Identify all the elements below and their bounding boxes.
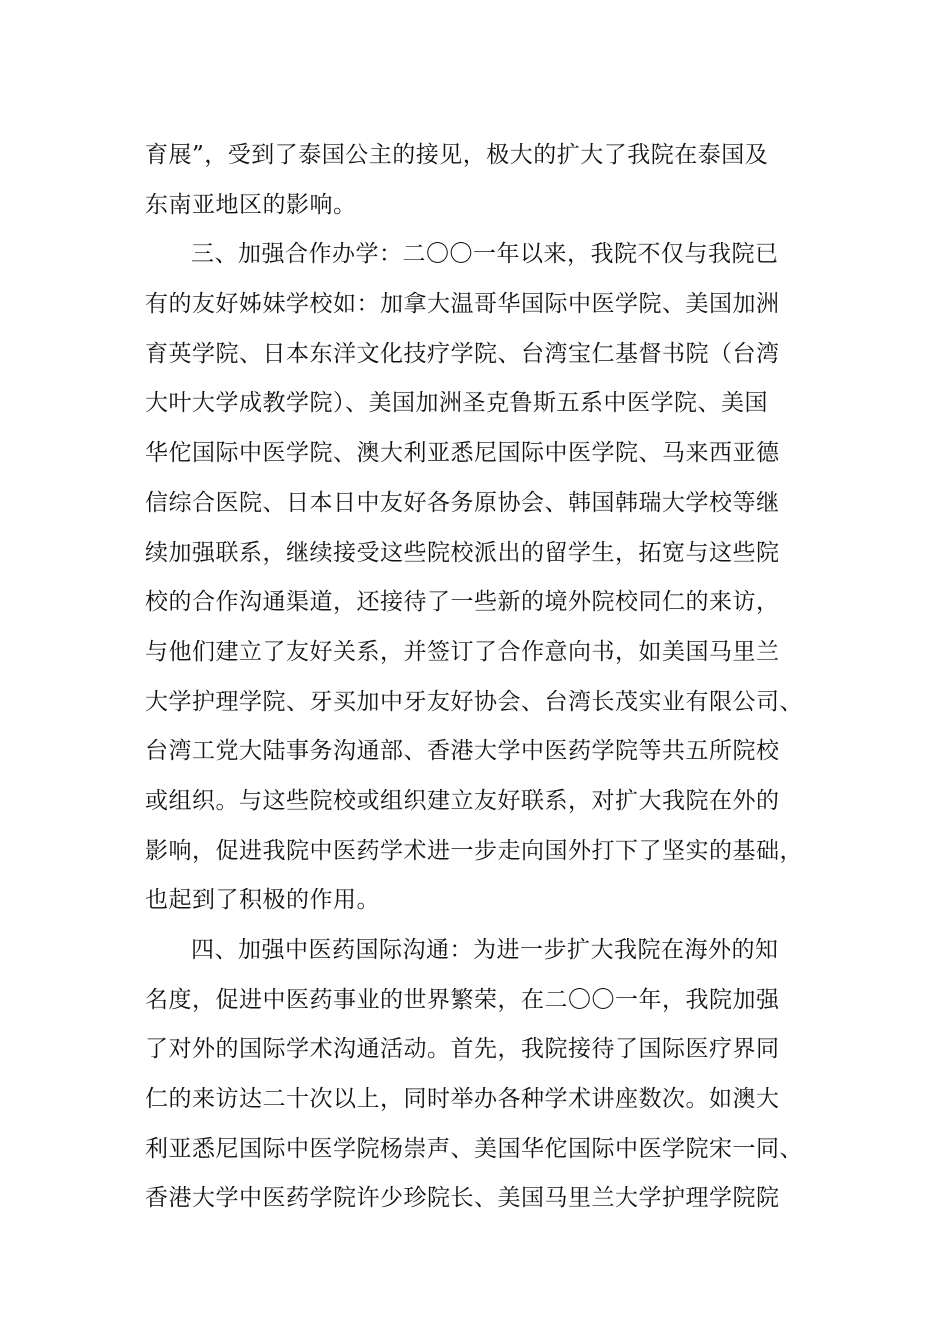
text-line-13: 台湾工党大陆事务沟通部、香港大学中医药学院等共五所院校 <box>145 738 780 765</box>
text-line-11: 与他们建立了友好关系，并签订了合作意向书，如美国马里兰 <box>145 638 780 665</box>
text-line-6: 大叶大学成教学院）、美国加洲圣克鲁斯五系中医学院、美国 <box>145 390 768 417</box>
text-line-17: 四、加强中医药国际沟通：为进一步扩大我院在海外的知 <box>191 937 779 963</box>
text-line-7: 华佗国际中医学院、澳大利亚悉尼国际中医学院、马来西亚德 <box>145 440 780 467</box>
text-line-10: 校的合作沟通渠道，还接待了一些新的境外院校同仁的来访， <box>145 589 780 616</box>
text-line-3: 三、加强合作办学：二〇〇一年以来，我院不仅与我院已 <box>191 241 779 268</box>
text-line-21: 利亚悉尼国际中医学院杨崇声、美国华佗国际中医学院宋一同、 <box>145 1135 803 1162</box>
text-line-18: 名度，促进中医药事业的世界繁荣，在二〇〇一年，我院加强 <box>145 986 780 1013</box>
text-line-2: 东南亚地区的影响。 <box>145 191 357 218</box>
body-text <box>145 131 825 1224</box>
text-line-8: 信综合医院、日本日中友好各务原协会、韩国韩瑞大学校等继 <box>145 489 780 516</box>
text-line-14: 或组织。与这些院校或组织建立友好联系，对扩大我院在外的 <box>145 787 780 814</box>
text-line-15: 影响，促进我院中医药学术进一步走向国外打下了坚实的基础， <box>145 837 803 864</box>
text-line-4: 有的友好姊妹学校如：加拿大温哥华国际中医学院、美国加洲 <box>145 291 780 318</box>
text-line-22: 香港大学中医药学院许少珍院长、美国马里兰大学护理学院院 <box>145 1185 780 1212</box>
text-line-5: 育英学院、日本东洋文化技疗学院、台湾宝仁基督书院（台湾 <box>145 340 780 367</box>
text-line-1: 育展”，受到了泰国公主的接见，极大的扩大了我院在泰国及 <box>145 142 769 168</box>
text-line-12: 大学护理学院、牙买加中牙友好协会、台湾长茂实业有限公司、 <box>145 688 803 715</box>
text-line-16: 也起到了积极的作用。 <box>145 887 380 914</box>
text-line-19: 了对外的国际学术沟通活动。首先，我院接待了国际医疗界同 <box>145 1036 780 1063</box>
text-line-20: 仁的来访达二十次以上，同时举办各种学术讲座数次。如澳大 <box>145 1086 780 1113</box>
text-line-9: 续加强联系，继续接受这些院校派出的留学生，拓宽与这些院 <box>145 539 780 566</box>
